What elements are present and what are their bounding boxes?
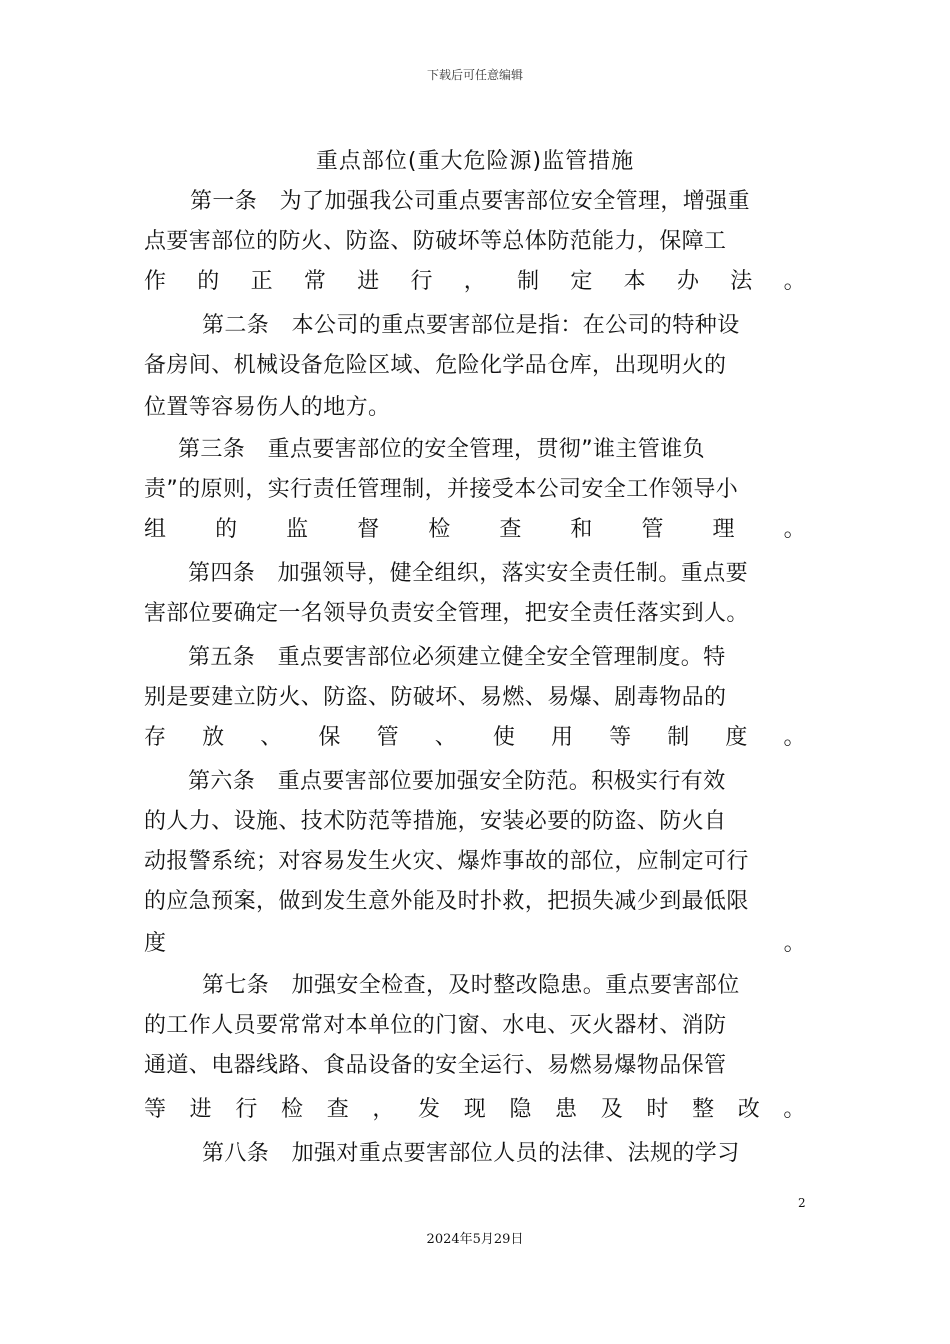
body-line: 第一条 为了加强我公司重点要害部位安全管理，增强重 xyxy=(190,189,751,214)
body-line: 第三条 重点要害部位的安全管理，贯彻”谁主管谁负 xyxy=(178,437,705,462)
body-line: 第六条 重点要害部位要加强安全防范。积极实行有效 xyxy=(188,769,726,794)
body-line: 害部位要确定一名领导负责安全管理，把安全责任落实到人。 xyxy=(144,601,749,626)
body-line: 别是要建立防火、防盗、防破坏、易燃、易爆、剧毒物品的 xyxy=(144,685,727,710)
body-line: 作 的 正 常 进 行 ， 制 定 本 办 法 。 xyxy=(144,269,806,294)
body-line: 组 的 监 督 检 查 和 管 理 。 xyxy=(144,517,806,542)
body-line: 的工作人员要常常对本单位的门窗、水电、灭火器材、消防 xyxy=(144,1013,727,1038)
body-line: 责”的原则，实行责任管理制，并接受本公司安全工作领导小 xyxy=(144,477,739,502)
body-line: 点要害部位的防火、防盗、防破坏等总体防范能力，保障工 xyxy=(144,229,727,254)
page-number: 2 xyxy=(798,1196,806,1210)
body-line: 第五条 重点要害部位必须建立健全安全管理制度。特 xyxy=(188,645,726,670)
footer-date: 2024年5月29日 xyxy=(426,1232,524,1247)
body-line: 第二条 本公司的重点要害部位是指：在公司的特种设 xyxy=(202,313,740,338)
body-line: 通道、电器线路、食品设备的安全运行、易燃易爆物品保管 xyxy=(144,1053,727,1078)
document-title: 重点部位(重大危险源)监管措施 xyxy=(315,149,635,174)
body-line: 第八条 加强对重点要害部位人员的法律、法规的学习 xyxy=(202,1141,740,1166)
body-line: 位置等容易伤人的地方。 xyxy=(144,395,391,420)
header-note: 下载后可任意编辑 xyxy=(426,68,523,82)
body-line: 等 进 行 检 查 ， 发 现 隐 患 及 时 整 改 。 xyxy=(144,1097,806,1122)
body-line: 备房间、机械设备危险区域、危险化学品仓库，出现明火的 xyxy=(144,353,727,378)
body-line: 度 。 xyxy=(144,931,806,956)
body-line: 的应急预案，做到发生意外能及时扑救，把损失减少到最低限 xyxy=(144,889,749,914)
body-line: 的人力、设施、技术防范等措施，安装必要的防盗、防火自 xyxy=(144,809,727,834)
body-line: 动报警系统；对容易发生火灾、爆炸事故的部位，应制定可行 xyxy=(144,849,749,874)
body-line: 第七条 加强安全检查，及时整改隐患。重点要害部位 xyxy=(202,973,740,998)
body-line: 第四条 加强领导，健全组织，落实安全责任制。重点要 xyxy=(188,561,749,586)
body-line: 存 放 、 保 管 、 使 用 等 制 度 。 xyxy=(144,725,806,750)
